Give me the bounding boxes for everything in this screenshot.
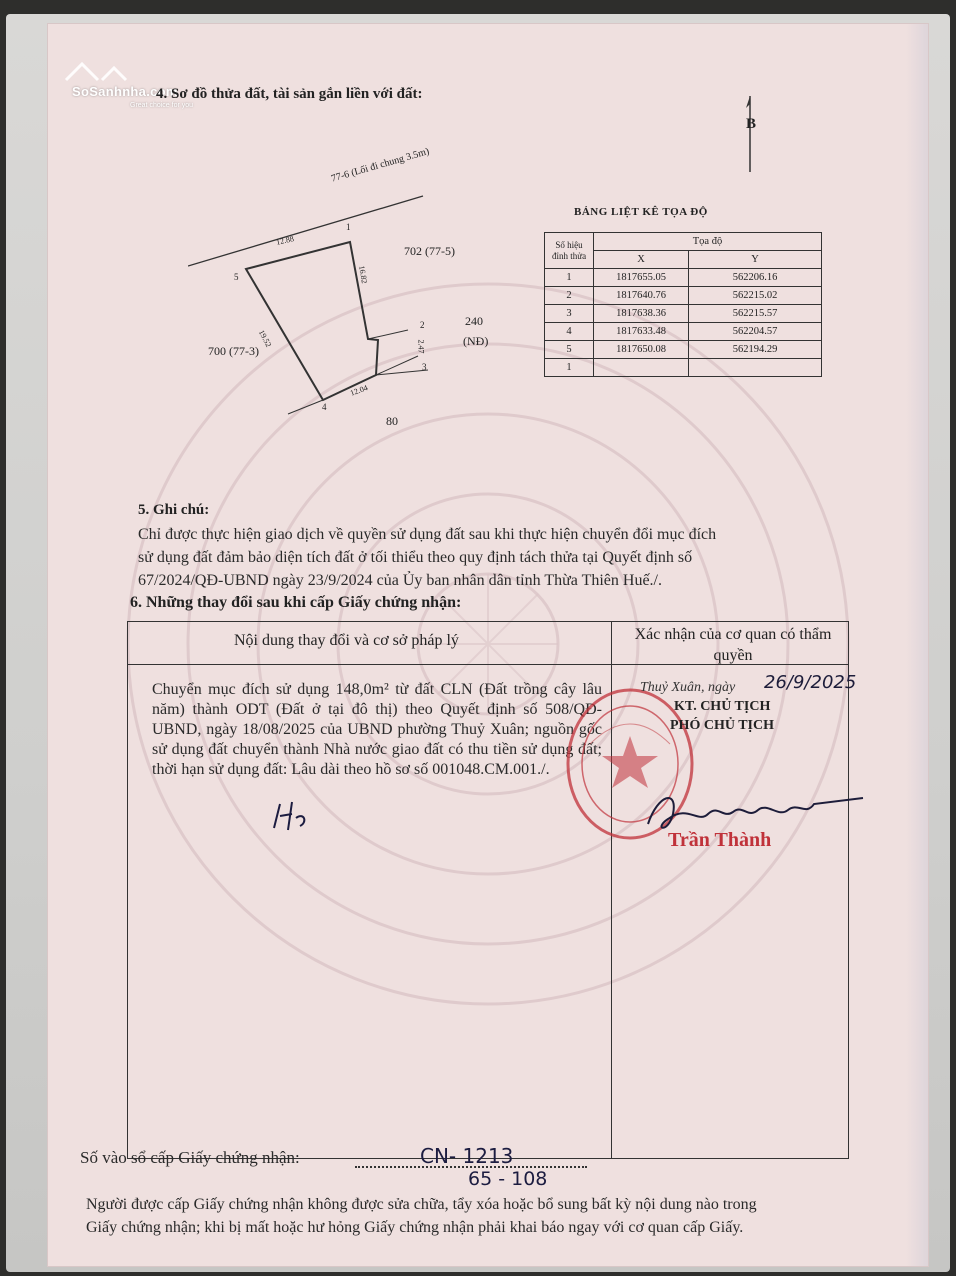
col-x: X [594, 251, 689, 269]
table-row: 1 [545, 359, 822, 377]
logo-tagline: Great choice for you [130, 102, 194, 109]
changes-col2-header: Xác nhận của cơ quan có thẩm quyền [634, 626, 832, 664]
note-line: Chỉ được thực hiện giao dịch về quyền sử dụng đất sau khi thực hiện chuyển đổi mục đích [138, 526, 717, 543]
table-row: 3 1817638.36 562215.57 [545, 305, 822, 323]
edge-length: 16.82 [357, 264, 369, 285]
edge-length: 2.47 [416, 339, 426, 354]
note-line: sử dụng đất đảm bảo diện tích đất ở tối thiểu theo quy định tách thửa tại Quyết định số [138, 549, 693, 566]
table-row: 2 1817640.76 562215.02 [545, 287, 822, 305]
road-label: 77-6 (Lối đi chung 3.5m) [330, 146, 431, 185]
vertex-label: 2 [420, 320, 425, 330]
logo-name: SoSanhnha.com [72, 84, 178, 99]
registry-label: Số vào sổ cấp Giấy chứng nhận: [80, 1148, 300, 1167]
vertex-label: 3 [422, 362, 427, 372]
parcel-diagram [188, 174, 548, 434]
table-row: 1 1817655.05 562206.16 [545, 269, 822, 287]
neighbor-south: 80 [386, 414, 398, 428]
edge-length: 19.52 [256, 328, 274, 349]
neighbor-east-bottom: (NĐ) [463, 334, 489, 348]
signer-role-1: KT. CHỦ TỊCH [674, 699, 771, 714]
coords-table [544, 232, 822, 377]
changes-col1-header: Nội dung thay đổi và cơ sở pháp lý [234, 632, 459, 649]
registry-number: CN- 1213 [420, 1144, 514, 1168]
footer-line: Người được cấp Giấy chứng nhận không được sửa chữa, tẩy xóa hoặc bổ sung bất kỳ nội dung nào trong [86, 1196, 757, 1213]
section6-heading: 6. Những thay đổi sau khi cấp Giấy chứng nhận: [130, 594, 462, 611]
handwritten-initial [270, 798, 310, 834]
signer-name: Trần Thành [668, 829, 772, 851]
note-line: 67/2024/QĐ-UBND ngày 23/9/2024 của Ủy ban nhân dân tỉnh Thừa Thiên Huế./. [138, 572, 662, 589]
handwritten-date: 26/9/2025 [764, 672, 857, 693]
col-y: Y [689, 251, 822, 269]
vertex-label: 1 [346, 222, 351, 232]
neighbor-ne: 702 (77-5) [404, 244, 455, 258]
coords-table-title: BẢNG LIỆT KÊ TỌA ĐỘ [574, 206, 708, 218]
edge-length: 12.88 [275, 234, 295, 247]
vertex-label: 5 [234, 272, 239, 282]
table-row: 5 1817650.08 562194.29 [545, 341, 822, 359]
section5-heading: 5. Ghi chú: [138, 502, 210, 518]
section4-heading: 4. Sơ đồ thửa đất, tài sản gắn liền với đất: [156, 86, 423, 102]
registry-number-2: 65 - 108 [468, 1168, 548, 1190]
place-date-label: Thuỷ Xuân, ngày [640, 680, 736, 695]
col-vertex-id: Số hiệu đỉnh thửa [545, 233, 594, 269]
table-row: 4 1817633.48 562204.57 [545, 323, 822, 341]
footer-line: Giấy chứng nhận; khi bị mất hoặc hư hỏng Giấy chứng nhận phải khai báo ngay với cơ quan cấp Giấy. [86, 1219, 744, 1236]
col-coordinates: Tọa độ [594, 233, 822, 251]
certificate-page [48, 24, 928, 1266]
vertex-label: 4 [322, 402, 327, 412]
edge-length: 12.04 [349, 383, 369, 398]
north-label: B [746, 116, 757, 132]
sleeve-edge [906, 24, 928, 1266]
change-content: Chuyển mục đích sử dụng 148,0m² từ đất CLN (Đất trồng cây lâu năm) thành ODT (Đất ở tại đô thị) theo Quyết định số 508/QĐ-UBND, ngày 18/08/2025 của UBND phường Thuỷ Xuân; nguồn gốc sử dụng đất chuyển thành Nhà nước giao đất có thu tiền sử dụng đất; thời hạn sử dụng đất: Lâu dài theo hồ sơ số 001048.CM.001./. [152, 681, 602, 778]
neighbor-west: 700 (77-3) [208, 344, 259, 358]
north-arrow-icon [738, 94, 768, 174]
neighbor-east-top: 240 [465, 314, 483, 328]
signer-role-2: PHÓ CHỦ TỊCH [670, 718, 774, 733]
